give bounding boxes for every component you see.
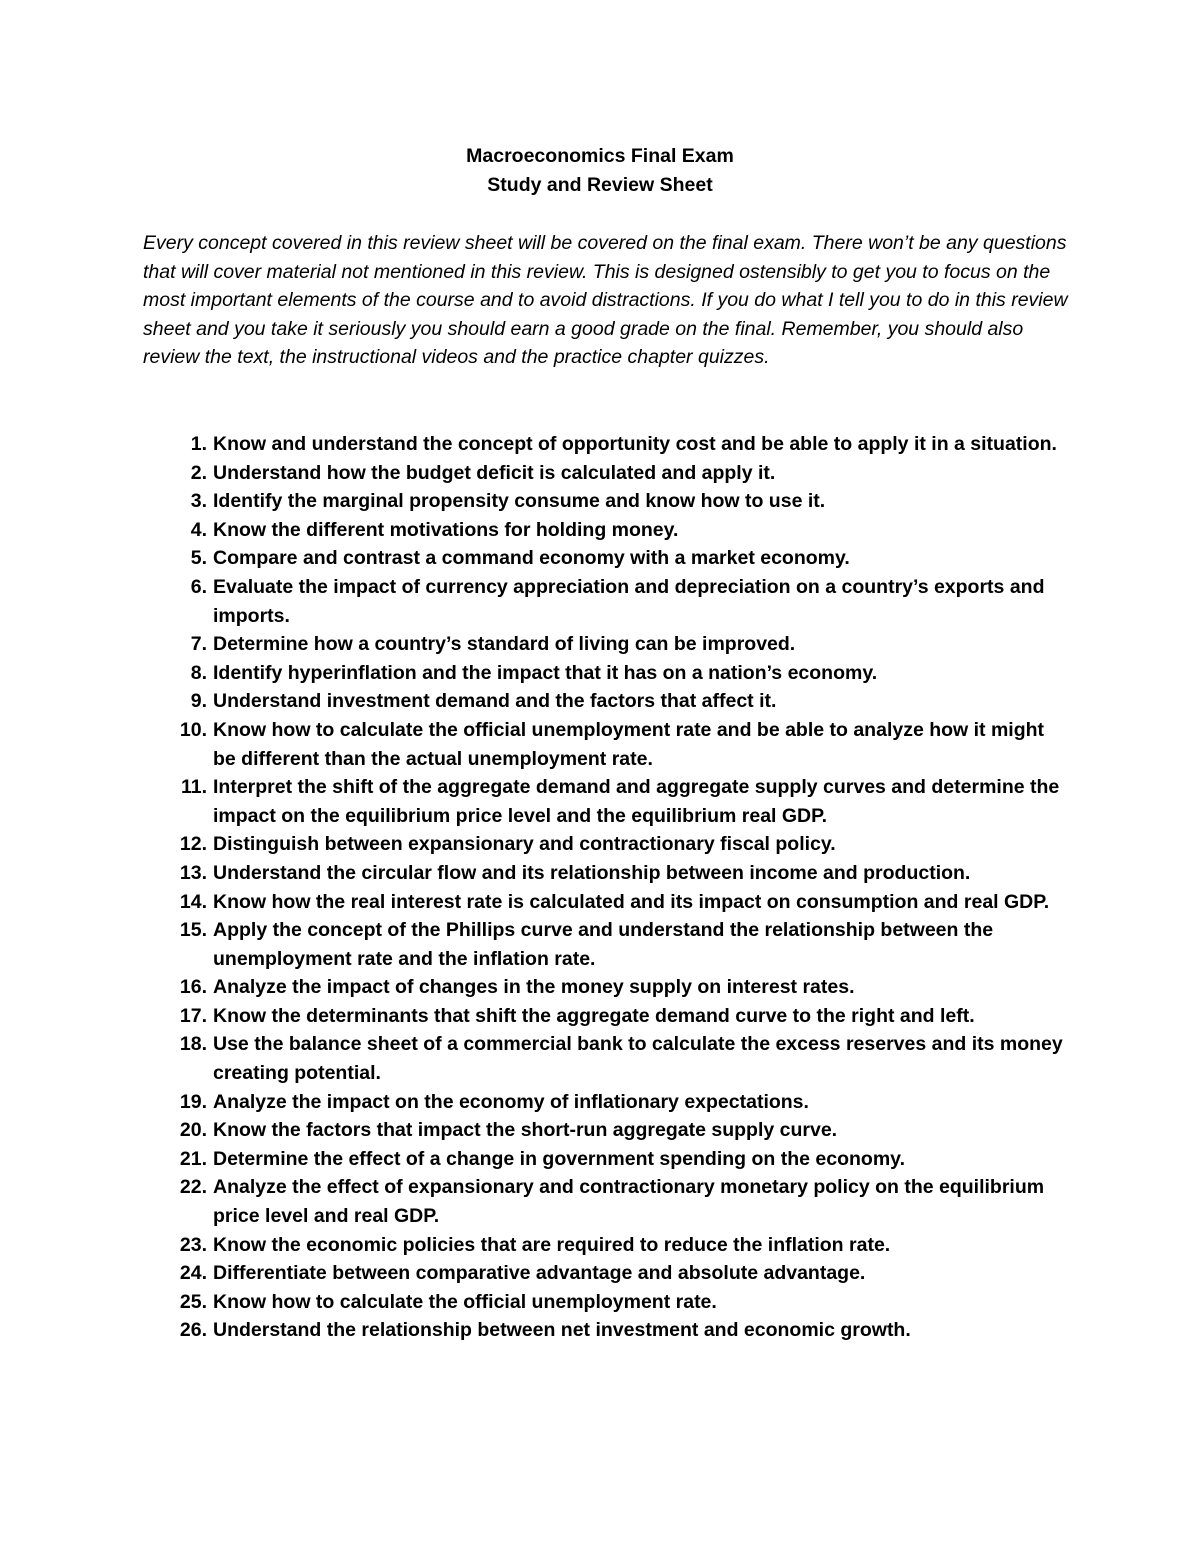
list-item-text: Use the balance sheet of a commercial bank to calculate the excess reserves and its money creating potential. (213, 1033, 1063, 1085)
list-item-number: 5. (190, 547, 207, 570)
list-item-text: Distinguish between expansionary and contractionary fiscal policy. (213, 833, 836, 856)
list-item (143, 1259, 1068, 1288)
list-item-number: 26. (179, 1319, 207, 1342)
list-item-number: 19. (179, 1090, 207, 1113)
review-item-list (143, 430, 1068, 1345)
list-item (143, 830, 1068, 859)
list-item (143, 1116, 1068, 1145)
list-item-number: 13. (179, 861, 207, 884)
list-item (143, 487, 1068, 516)
list-item-text: Understand how the budget deficit is calculated and apply it. (213, 461, 776, 484)
list-item-number: 1. (190, 433, 207, 455)
list-item-text: Know how the real interest rate is calculated and its impact on consumption and real GDP. (213, 890, 1050, 913)
list-item (143, 716, 1068, 773)
list-item-number: 7. (190, 633, 207, 656)
list-item (143, 773, 1068, 830)
list-item (143, 1288, 1068, 1317)
list-item-text: Know the determinants that shift the aggregate demand curve to the right and left. (213, 1004, 975, 1027)
list-item-number: 11. (180, 776, 207, 799)
list-item-text: Understand investment demand and the factors that affect it. (213, 690, 777, 713)
list-item-number: 23. (179, 1233, 207, 1256)
list-item (143, 573, 1068, 630)
intro-paragraph: Every concept covered in this review sheet will be covered on the final exam. There won’t be any questions that will cover material not mentioned in this review. This is designed ostensibly to get you to focus on the most important elements of the course and to avoid distractions. If you do what I tell you to do in this review sheet and you take it seriously you should earn a good grade on the final. Remember, you should also review the text, the instructional videos and the practice chapter quizzes. (143, 232, 1068, 369)
list-item-text: Know the economic policies that are required to reduce the inflation rate. (213, 1233, 891, 1256)
list-item (143, 516, 1068, 545)
list-item (143, 1030, 1068, 1087)
list-item (143, 630, 1068, 659)
list-item-number: 18. (179, 1033, 207, 1056)
list-item-text: Know the factors that impact the short-run aggregate supply curve. (213, 1119, 838, 1142)
list-item-number: 20. (179, 1119, 207, 1142)
list-item-number: 2. (190, 461, 207, 484)
list-item (143, 1173, 1068, 1230)
list-item-text: Identify the marginal propensity consume and know how to use it. (213, 490, 826, 513)
list-item-text: Know and understand the concept of opportunity cost and be able to apply it in a situation. (213, 433, 1057, 455)
list-item-text: Understand the relationship between net investment and economic growth. (213, 1319, 911, 1342)
list-item (143, 859, 1068, 888)
list-item-text: Differentiate between comparative advantage and absolute advantage. (213, 1262, 866, 1285)
list-item (143, 888, 1068, 917)
list-item-number: 9. (190, 690, 207, 713)
list-item (143, 544, 1068, 573)
list-item-number: 4. (190, 518, 207, 541)
list-item-number: 21. (179, 1147, 207, 1170)
list-item-number: 8. (190, 661, 207, 684)
list-item-text: Analyze the impact on the economy of inflationary expectations. (213, 1090, 809, 1113)
list-item-text: Interpret the shift of the aggregate demand and aggregate supply curves and determine the impact on the equilibrium price level and the equilibrium real GDP. (213, 776, 1060, 827)
list-item-number: 12. (179, 833, 207, 856)
document-subtitle: Study and Review Sheet (487, 174, 713, 196)
list-item (143, 1231, 1068, 1260)
list-item-number: 3. (190, 490, 207, 513)
list-item-text: Identify hyperinflation and the impact that it has on a nation’s economy. (213, 661, 878, 684)
list-item-text: Determine the effect of a change in government spending on the economy. (213, 1147, 905, 1170)
list-item (143, 659, 1068, 688)
list-item-number: 15. (179, 919, 207, 942)
list-item-text: Understand the circular flow and its relationship between income and production. (213, 861, 971, 884)
list-item-number: 25. (179, 1290, 207, 1313)
list-item-number: 6. (190, 575, 207, 598)
list-item-text: Know how to calculate the official unemployment rate. (213, 1290, 717, 1313)
list-item (143, 459, 1068, 488)
list-item-number: 17. (179, 1004, 207, 1027)
list-item-text: Know how to calculate the official unemployment rate and be able to analyze how it might be different than the actual unemployment rate. (213, 718, 1045, 770)
list-item-number: 16. (179, 976, 207, 999)
title-block (0, 142, 1200, 200)
list-item-number: 14. (179, 890, 207, 913)
list-item (143, 430, 1068, 459)
list-item (143, 1088, 1068, 1117)
list-item (143, 916, 1068, 973)
list-item-text: Compare and contrast a command economy with a market economy. (213, 547, 850, 570)
list-item-number: 24. (179, 1262, 207, 1285)
list-item (143, 1002, 1068, 1031)
list-item-text: Analyze the impact of changes in the money supply on interest rates. (213, 976, 855, 999)
list-item-text: Determine how a country’s standard of living can be improved. (213, 633, 796, 656)
list-item (143, 687, 1068, 716)
list-item-number: 22. (179, 1176, 207, 1199)
list-item (143, 1316, 1068, 1345)
list-item-text: Analyze the effect of expansionary and contractionary monetary policy on the equilibrium price level and real GDP. (213, 1176, 1045, 1228)
document-title: Macroeconomics Final Exam (466, 145, 734, 167)
list-item (143, 1145, 1068, 1174)
list-item-text: Evaluate the impact of currency appreciation and depreciation on a country’s exports and imports. (213, 575, 1045, 627)
list-item-text: Apply the concept of the Phillips curve and understand the relationship between the unemployment rate and the inflation rate. (213, 919, 994, 970)
list-item-number: 10. (179, 718, 207, 741)
list-item-text: Know the different motivations for holding money. (213, 518, 679, 541)
list-item (143, 973, 1068, 1002)
